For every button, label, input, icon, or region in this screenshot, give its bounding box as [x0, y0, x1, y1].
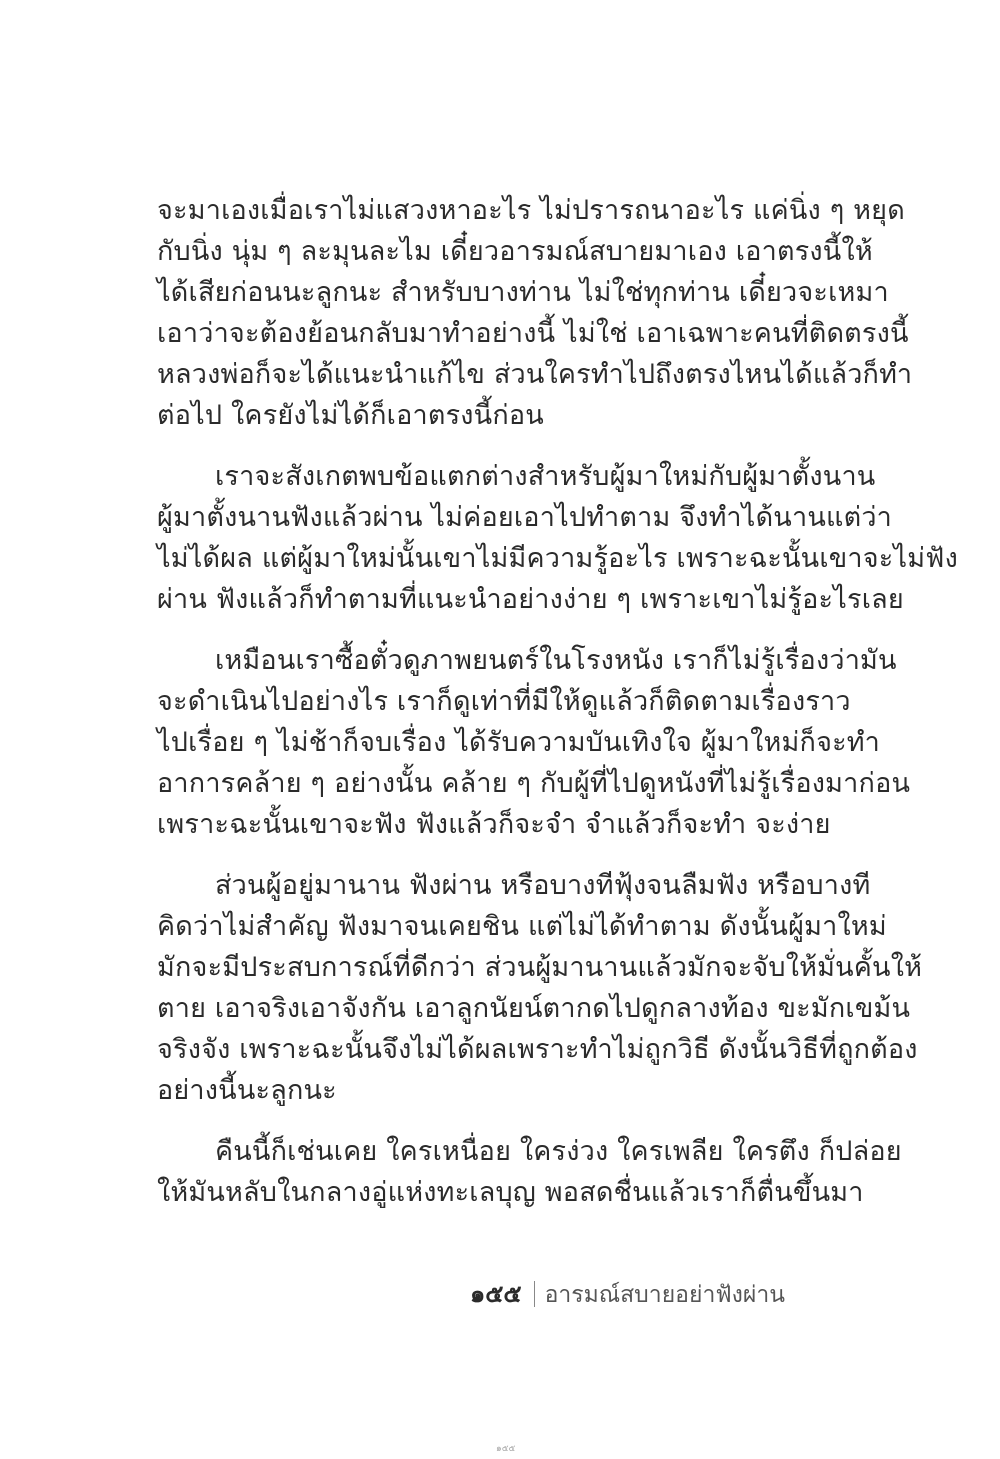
- text-line: มักจะมีประสบการณ์ที่ดีกว่า ส่วนผู้มานานแล้วมักจะจับให้มั่นคั้นให้: [157, 952, 923, 983]
- text-line: กับนิ่ง นุ่ม ๆ ละมุนละไม เดี๋ยวอารมณ์สบายมาเอง เอาตรงนี้ให้: [157, 236, 873, 267]
- paragraph-3: [157, 640, 911, 845]
- page-footer: [470, 1277, 870, 1312]
- paragraph-1: [157, 190, 913, 436]
- text-line: คิดว่าไม่สำคัญ ฟังมาจนเคยชิน แต่ไม่ได้ทำตาม ดังนั้นผู้มาใหม่: [157, 911, 887, 942]
- text-line: ผู้มาตั้งนานฟังแล้วผ่าน ไม่ค่อยเอาไปทำตาม จึงทำได้นานแต่ว่า: [157, 502, 893, 533]
- text-line: เอาว่าจะต้องย้อนกลับมาทำอย่างนี้ ไม่ใช่ เอาเฉพาะคนที่ติดตรงนี้: [157, 318, 909, 349]
- text-line: เพราะฉะนั้นเขาจะฟัง ฟังแล้วก็จะจำ จำแล้วก็จะทำ จะง่าย: [157, 809, 831, 840]
- text-line: อย่างนี้นะลูกนะ: [157, 1075, 337, 1106]
- text-line: หลวงพ่อก็จะได้แนะนำแก้ไข ส่วนใครทำไปถึงตรงไหนได้แล้วก็ทำ: [157, 359, 913, 390]
- text-line: เหมือนเราซื้อตั๋วดูภาพยนตร์ในโรงหนัง เราก็ไม่รู้เรื่องว่ามัน: [215, 645, 897, 676]
- paragraph-5: [157, 1131, 902, 1213]
- text-line: อาการคล้าย ๆ อย่างนั้น คล้าย ๆ กับผู้ที่ไปดูหนังที่ไม่รู้เรื่องมาก่อน: [157, 768, 911, 799]
- text-line: ไม่ได้ผล แต่ผู้มาใหม่นั้นเขาไม่มีความรู้อะไร เพราะฉะนั้นเขาจะไม่ฟัง: [157, 543, 958, 574]
- running-title: อารมณ์สบายอย่าฟังผ่าน: [544, 1282, 786, 1308]
- text-line: ไปเรื่อย ๆ ไม่ช้าก็จบเรื่อง ได้รับความบันเทิงใจ ผู้มาใหม่ก็จะทำ: [157, 727, 880, 758]
- paragraph-4: [157, 865, 923, 1111]
- text-line: จริงจัง เพราะฉะนั้นจึงไม่ได้ผลเพราะทำไม่ถูกวิธี ดังนั้นวิธีที่ถูกต้อง: [157, 1034, 918, 1065]
- text-line: ส่วนผู้อยู่มานาน ฟังผ่าน หรือบางทีฟุ้งจนลืมฟัง หรือบางที: [215, 870, 871, 901]
- page-number: ๑๕๕: [470, 1280, 522, 1308]
- text-line: คืนนี้ก็เช่นเคย ใครเหนื่อย ใครง่วง ใครเพลีย ใครตึง ก็ปล่อย: [215, 1136, 902, 1167]
- body-text: [157, 190, 958, 1233]
- text-line: จะดำเนินไปอย่างไร เราก็ดูเท่าที่มีให้ดูแล้วก็ติดตามเรื่องราว: [157, 686, 851, 717]
- footer-divider: [534, 1281, 535, 1307]
- text-line: ผ่าน ฟังแล้วก็ทำตามที่แนะนำอย่างง่าย ๆ เพราะเขาไม่รู้อะไรเลย: [157, 584, 904, 615]
- bottom-page-mark: ๑๕๕: [496, 1444, 516, 1454]
- text-line: ต่อไป ใครยังไม่ได้ก็เอาตรงนี้ก่อน: [157, 400, 544, 431]
- text-line: เราจะสังเกตพบข้อแตกต่างสำหรับผู้มาใหม่กับผู้มาตั้งนาน: [215, 461, 876, 492]
- paragraph-2: [157, 456, 958, 620]
- text-line: ตาย เอาจริงเอาจังกัน เอาลูกนัยน์ตากดไปดูกลางท้อง ขะมักเขม้น: [157, 993, 911, 1024]
- text-line: ได้เสียก่อนนะลูกนะ สำหรับบางท่าน ไม่ใช่ทุกท่าน เดี๋ยวจะเหมา: [157, 277, 889, 308]
- text-line: จะมาเองเมื่อเราไม่แสวงหาอะไร ไม่ปรารถนาอะไร แค่นิ่ง ๆ หยุด: [157, 195, 905, 226]
- text-line: ให้มันหลับในกลางอู่แห่งทะเลบุญ พอสดชื่นแล้วเราก็ตื่นขึ้นมา: [157, 1177, 864, 1208]
